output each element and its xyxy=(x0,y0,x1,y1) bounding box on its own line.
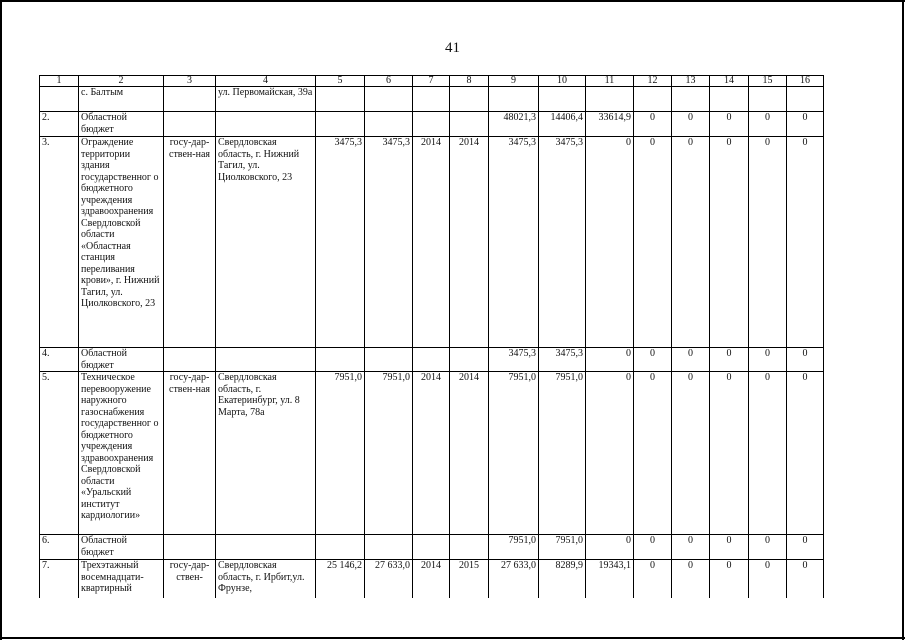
row-number-cell: 7. xyxy=(40,560,79,598)
year-cell xyxy=(450,348,489,372)
value-cell: 0 xyxy=(672,372,710,535)
value-cell: 27 633,0 xyxy=(489,560,539,598)
value-cell: 8289,9 xyxy=(539,560,586,598)
object-name-cell: Областной бюджет xyxy=(79,535,164,560)
value-cell: 19343,1 xyxy=(586,560,634,598)
ownership-cell xyxy=(164,87,216,112)
header-cell: 2 xyxy=(79,76,164,87)
value-cell xyxy=(316,535,365,560)
value-cell: 0 xyxy=(710,372,749,535)
value-cell: 0 xyxy=(586,535,634,560)
value-cell: 48021,3 xyxy=(489,112,539,137)
address-cell: Свердловская область, г. Нижний Тагил, ул. Циолковского, 23 xyxy=(216,137,316,348)
object-name-cell: с. Балтым xyxy=(79,87,164,112)
header-cell: 4 xyxy=(216,76,316,87)
value-cell: 0 xyxy=(749,137,787,348)
value-cell: 0 xyxy=(634,348,672,372)
value-cell: 0 xyxy=(634,112,672,137)
table-row xyxy=(40,535,824,560)
value-cell: 0 xyxy=(586,348,634,372)
value-cell xyxy=(316,87,365,112)
page-border-left xyxy=(0,0,2,640)
year-cell: 2015 xyxy=(450,560,489,598)
address-cell: ул. Первомайская, 39а xyxy=(216,87,316,112)
value-cell: 7951,0 xyxy=(539,372,586,535)
header-cell: 12 xyxy=(634,76,672,87)
header-cell: 8 xyxy=(450,76,489,87)
year-cell xyxy=(450,87,489,112)
value-cell xyxy=(539,87,586,112)
value-cell: 0 xyxy=(672,535,710,560)
value-cell: 0 xyxy=(710,535,749,560)
value-cell xyxy=(365,87,413,112)
year-cell xyxy=(413,348,450,372)
value-cell: 3475,3 xyxy=(489,137,539,348)
year-cell xyxy=(450,112,489,137)
year-cell xyxy=(450,535,489,560)
address-cell xyxy=(216,112,316,137)
row-number-cell: 5. xyxy=(40,372,79,535)
value-cell: 7951,0 xyxy=(489,535,539,560)
value-cell: 0 xyxy=(710,348,749,372)
value-cell: 0 xyxy=(634,372,672,535)
header-cell: 1 xyxy=(40,76,79,87)
header-cell: 6 xyxy=(365,76,413,87)
table-row xyxy=(40,87,824,112)
value-cell: 25 146,2 xyxy=(316,560,365,598)
value-cell xyxy=(489,87,539,112)
header-cell: 3 xyxy=(164,76,216,87)
table-header-row xyxy=(40,76,824,87)
value-cell: 3475,3 xyxy=(489,348,539,372)
value-cell xyxy=(316,348,365,372)
object-name-cell: Областной бюджет xyxy=(79,112,164,137)
header-cell: 9 xyxy=(489,76,539,87)
value-cell: 3475,3 xyxy=(365,137,413,348)
year-cell: 2014 xyxy=(413,137,450,348)
header-cell: 10 xyxy=(539,76,586,87)
page-number: 41 xyxy=(445,40,460,56)
header-cell: 7 xyxy=(413,76,450,87)
value-cell xyxy=(749,87,787,112)
value-cell: 0 xyxy=(672,112,710,137)
header-cell: 5 xyxy=(316,76,365,87)
value-cell xyxy=(586,87,634,112)
value-cell: 0 xyxy=(749,112,787,137)
value-cell: 27 633,0 xyxy=(365,560,413,598)
value-cell: 0 xyxy=(586,372,634,535)
object-name-cell: Областной бюджет xyxy=(79,348,164,372)
header-cell: 15 xyxy=(749,76,787,87)
value-cell xyxy=(365,112,413,137)
year-cell: 2014 xyxy=(450,372,489,535)
value-cell: 0 xyxy=(749,348,787,372)
value-cell: 0 xyxy=(672,137,710,348)
value-cell: 7951,0 xyxy=(316,372,365,535)
table-row xyxy=(40,112,824,137)
page-border-top xyxy=(0,0,905,2)
value-cell xyxy=(316,112,365,137)
table-row xyxy=(40,560,824,598)
ownership-cell: госу-дар-ствен- xyxy=(164,560,216,598)
value-cell: 14406,4 xyxy=(539,112,586,137)
year-cell: 2014 xyxy=(413,372,450,535)
table-row xyxy=(40,372,824,535)
header-cell: 13 xyxy=(672,76,710,87)
address-cell xyxy=(216,535,316,560)
value-cell: 0 xyxy=(749,535,787,560)
value-cell: 33614,9 xyxy=(586,112,634,137)
value-cell: 3475,3 xyxy=(539,137,586,348)
header-cell: 14 xyxy=(710,76,749,87)
year-cell xyxy=(413,112,450,137)
value-cell xyxy=(634,87,672,112)
value-cell: 0 xyxy=(787,112,824,137)
value-cell: 3475,3 xyxy=(316,137,365,348)
value-cell xyxy=(365,348,413,372)
value-cell: 7951,0 xyxy=(365,372,413,535)
value-cell: 0 xyxy=(787,137,824,348)
table-row xyxy=(40,137,824,348)
value-cell: 0 xyxy=(634,560,672,598)
header-cell: 11 xyxy=(586,76,634,87)
value-cell: 0 xyxy=(787,535,824,560)
value-cell: 7951,0 xyxy=(489,372,539,535)
value-cell: 0 xyxy=(787,372,824,535)
value-cell: 7951,0 xyxy=(539,535,586,560)
ownership-cell xyxy=(164,348,216,372)
value-cell: 0 xyxy=(710,560,749,598)
value-cell: 0 xyxy=(749,372,787,535)
row-number-cell: 3. xyxy=(40,137,79,348)
row-number-cell: 4. xyxy=(40,348,79,372)
page-border-right xyxy=(902,0,904,640)
year-cell: 2014 xyxy=(413,560,450,598)
object-name-cell: Техническое перевооружение наружного газоснабжения государственног о бюджетного учреждения здравоохранения Свердловской области «Уральский институт кардиологии» xyxy=(79,372,164,535)
table-row xyxy=(40,348,824,372)
value-cell xyxy=(787,87,824,112)
page-border-bottom xyxy=(0,637,905,639)
value-cell: 0 xyxy=(586,137,634,348)
value-cell xyxy=(672,87,710,112)
value-cell: 0 xyxy=(634,137,672,348)
value-cell: 0 xyxy=(787,348,824,372)
value-cell: 0 xyxy=(710,112,749,137)
value-cell: 0 xyxy=(672,348,710,372)
value-cell: 0 xyxy=(749,560,787,598)
value-cell: 0 xyxy=(634,535,672,560)
ownership-cell: госу-дар-ствен-ная xyxy=(164,137,216,348)
value-cell: 3475,3 xyxy=(539,348,586,372)
row-number-cell: 6. xyxy=(40,535,79,560)
value-cell: 0 xyxy=(787,560,824,598)
address-cell xyxy=(216,348,316,372)
object-name-cell: Трехэтажный восемнадцати-квартирный xyxy=(79,560,164,598)
address-cell: Свердловская область, г. Ирбит,ул. Фрунзе, xyxy=(216,560,316,598)
year-cell xyxy=(413,87,450,112)
row-number-cell xyxy=(40,87,79,112)
value-cell xyxy=(365,535,413,560)
value-cell xyxy=(710,87,749,112)
year-cell xyxy=(413,535,450,560)
value-cell: 0 xyxy=(672,560,710,598)
header-cell: 16 xyxy=(787,76,824,87)
year-cell: 2014 xyxy=(450,137,489,348)
object-name-cell: Ограждение территории здания государственног о бюджетного учреждения здравоохранения Свердловской области «Областная станция переливания крови», г. Нижний Тагил, ул. Циолковского, 23 xyxy=(79,137,164,348)
ownership-cell xyxy=(164,112,216,137)
address-cell: Свердловская область, г. Екатеринбург, ул. 8 Марта, 78а xyxy=(216,372,316,535)
budget-table xyxy=(39,75,824,598)
value-cell: 0 xyxy=(710,137,749,348)
ownership-cell: госу-дар-ствен-ная xyxy=(164,372,216,535)
ownership-cell xyxy=(164,535,216,560)
row-number-cell: 2. xyxy=(40,112,79,137)
